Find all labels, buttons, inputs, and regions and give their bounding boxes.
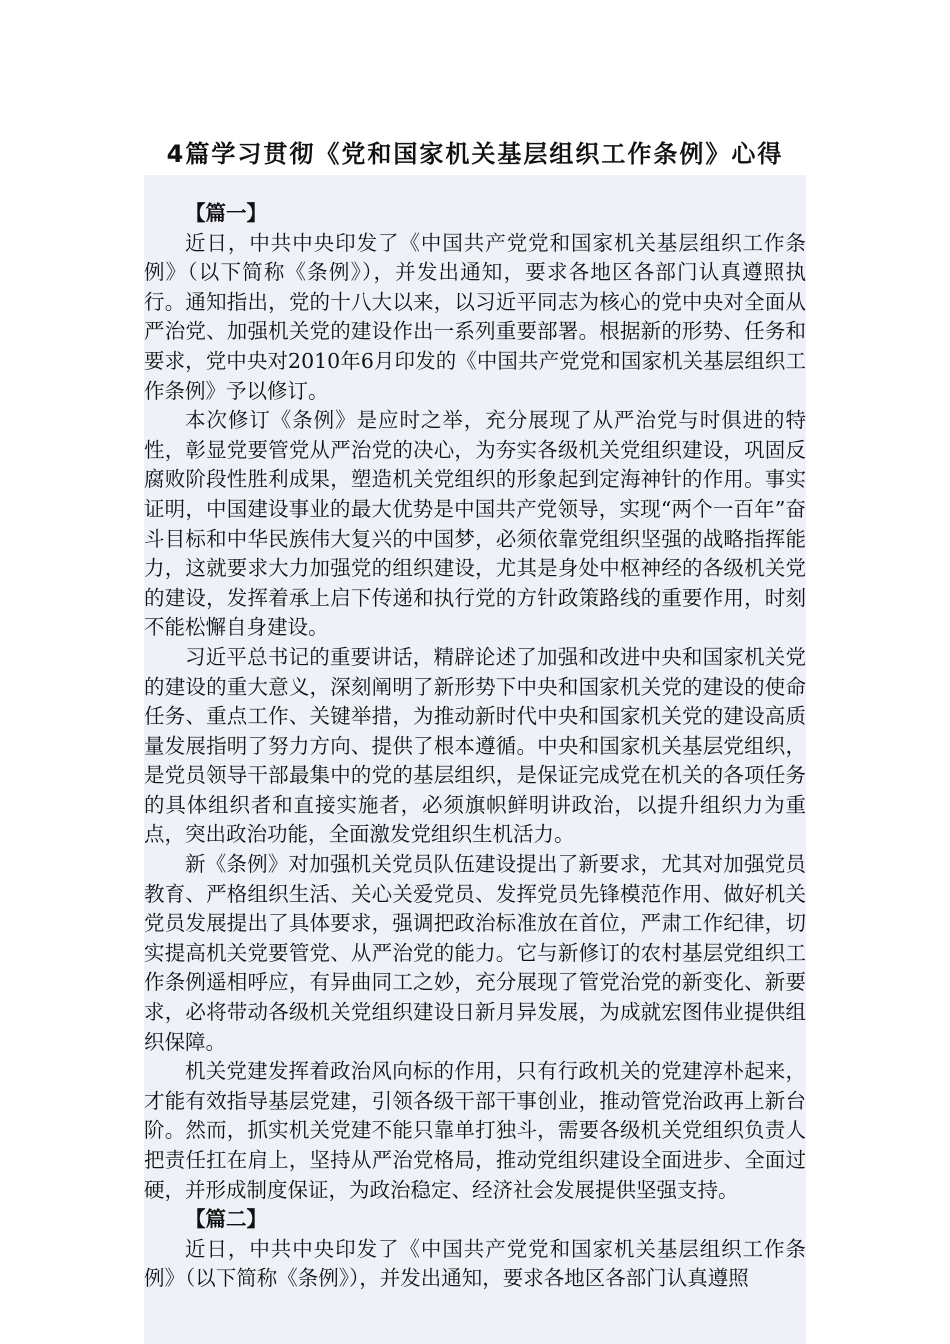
paragraph: 近日，中共中央印发了《中国共产党党和国家机关基层组织工作条例》（以下简称《条例》），并发出通知，要求各地区各部门认真遵照: [144, 1236, 806, 1291]
paragraph: 新《条例》对加强机关党员队伍建设提出了新要求，尤其对加强党员教育、严格组织生活、关心关爱党员、发挥党员先锋模范作用、做好机关党员发展提出了具体要求，强调把政治标准放在首位，严肃工作纪律，切实提高机关党要管党、从严治党的能力。它与新修订的农村基层党组织工作条例遥相呼应，有异曲同工之妙，充分展现了管党治党的新变化、新要求，必将带动各级机关党组织建设日新月异发展，为成就宏图伟业提供组织保障。: [144, 852, 806, 1054]
paragraph: 近日，中共中央印发了《中国共产党党和国家机关基层组织工作条例》（以下简称《条例》），并发出通知，要求各地区各部门认真遵照执行。通知指出，党的十八大以来，以习近平同志为核心的党中央对全面从严治党、加强机关党的建设作出一系列重要部署。根据新的形势、任务和要求，党中央对2010年6月印发的《中国共产党党和国家机关基层组织工作条例》予以修订。: [144, 230, 806, 403]
document-body: [144, 175, 806, 1344]
paragraph: 机关党建发挥着政治风向标的作用，只有行政机关的党建淳朴起来，才能有效指导基层党建，引领各级干部干事创业，推动管党治政再上新台阶。然而，抓实机关党建不能只靠单打独斗，需要各级机关党组织负责人把责任扛在肩上，坚持从严治党格局，推动党组织建设全面进步、全面过硬，并形成制度保证，为政治稳定、经济社会发展提供坚强支持。: [144, 1059, 806, 1202]
paragraph: 本次修订《条例》是应时之举，充分展现了从严治党与时俱进的特性，彰显党要管党从严治党的决心，为夯实各级机关党组织建设，巩固反腐败阶段性胜利成果，塑造机关党组织的形象起到定海神针的作用。事实证明，中国建设事业的最大优势是中国共产党领导，实现“两个一百年”奋斗目标和中华民族伟大复兴的中国梦，必须依靠党组织坚强的战略指挥能力，这就要求大力加强党的组织建设，尤其是身处中枢神经的各级机关党的建设，发挥着承上启下传递和执行党的方针政策路线的重要作用，时刻不能松懈自身建设。: [144, 408, 806, 640]
section-heading-2: 【篇二】: [185, 1207, 267, 1232]
section-heading-1: 【篇一】: [185, 201, 267, 225]
paragraph: 习近平总书记的重要讲话，精辟论述了加强和改进中央和国家机关党的建设的重大意义，深刻阐明了新形势下中央和国家机关党的建设的使命任务、重点工作、关键举措，为推动新时代中央和国家机关党的建设高质量发展指明了努力方向、提供了根本遵循。中央和国家机关基层党组织，是党员领导干部最集中的党的基层组织，是保证完成党在机关的各项任务的具体组织者和直接实施者，必须旗帜鲜明讲政治，以提升组织力为重点，突出政治功能，全面激发党组织生机活力。: [144, 644, 806, 847]
document-title: 4篇学习贯彻《党和国家机关基层组织工作条例》心得: [166, 140, 784, 168]
